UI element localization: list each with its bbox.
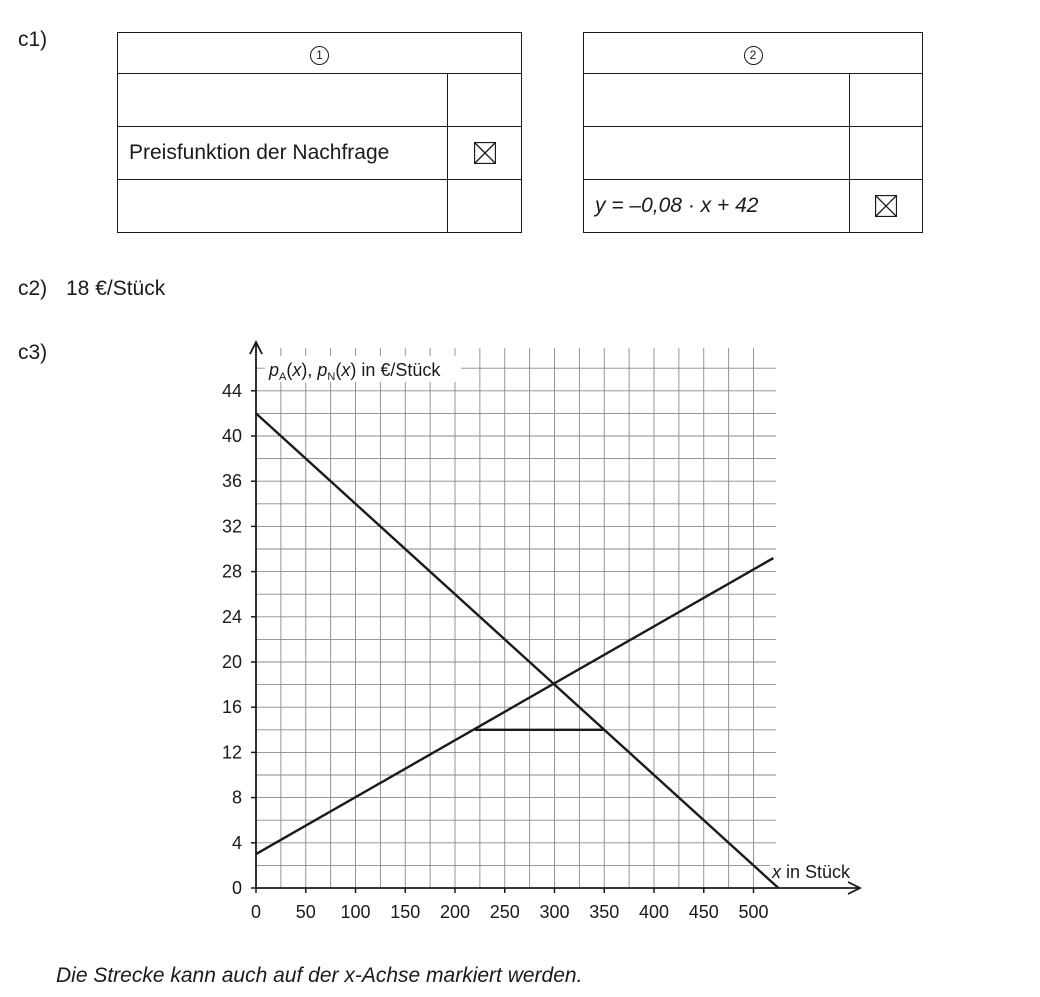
y-tick-label: 16 [221, 697, 242, 718]
x-axis-label: x in Stück [772, 862, 851, 882]
part-c3-label: c3) [18, 341, 48, 364]
x-tick-label: 250 [489, 902, 520, 922]
y-tick-label: 4 [231, 832, 242, 853]
y-tick-label: 32 [221, 516, 242, 537]
x-tick-label: 400 [638, 902, 670, 922]
equation: y = –0,08 · x + 42 [595, 194, 759, 217]
footnote: Die Strecke kann auch auf der x-Achse markiert werden. [56, 964, 583, 987]
c2-answer: 18 €/Stück [66, 277, 166, 300]
y-tick-label: 44 [221, 380, 242, 401]
circled-number-2: 2 [744, 46, 763, 65]
answer-table-1 [117, 32, 522, 233]
y-axis-label: $p_A(x)$, $p_N(x)$ in €/Stück [269, 360, 441, 383]
table-2-header [584, 33, 923, 74]
y-tick-label: 20 [221, 652, 242, 672]
y-tick-label: 8 [231, 787, 242, 808]
x-tick-label: 350 [589, 902, 620, 922]
series-line-1 [256, 413, 778, 888]
table-2-row-3-text [584, 180, 850, 233]
y-tick-label: 36 [221, 471, 242, 492]
y-tick-label: 0 [231, 878, 242, 898]
crossed-checkbox-icon [474, 142, 496, 164]
series-line-2 [256, 558, 773, 854]
x-tick-label: 150 [390, 902, 421, 922]
table-1-row-3-text [118, 180, 448, 233]
x-tick-label: 300 [539, 902, 570, 922]
part-c1-label: c1) [18, 28, 48, 51]
price-function-chart [200, 340, 880, 930]
table-1-row-2-text: Preisfunktion der Nachfrage [118, 127, 448, 180]
x-tick-label: 200 [439, 902, 471, 922]
x-tick-label: 50 [295, 902, 316, 922]
table-2-row-1-box [850, 74, 923, 127]
table-1-row-1-box [448, 74, 522, 127]
crossed-checkbox-icon [875, 195, 897, 217]
table-1-row-1-text [118, 74, 448, 127]
table-2-row-3-box [850, 180, 923, 233]
x-tick-label: 450 [688, 902, 719, 922]
table-2-row-1-text [584, 74, 850, 127]
table-1-row-2-box [448, 127, 522, 180]
y-tick-label: 24 [221, 606, 242, 627]
table-1-header [118, 33, 522, 74]
y-tick-label: 40 [221, 426, 242, 446]
table-1-row-3-box [448, 180, 522, 233]
table-2-row-2-box [850, 127, 923, 180]
y-tick-label: 28 [221, 561, 242, 582]
x-tick-label: 100 [340, 902, 371, 922]
x-tick-label: 500 [738, 902, 769, 922]
part-c2-label: c2) [18, 277, 48, 300]
circled-number-1: 1 [310, 46, 329, 65]
x-tick-label: 0 [250, 902, 262, 922]
table-2-row-2-text [584, 127, 850, 180]
y-tick-label: 12 [221, 742, 242, 763]
answer-table-2 [583, 32, 923, 233]
